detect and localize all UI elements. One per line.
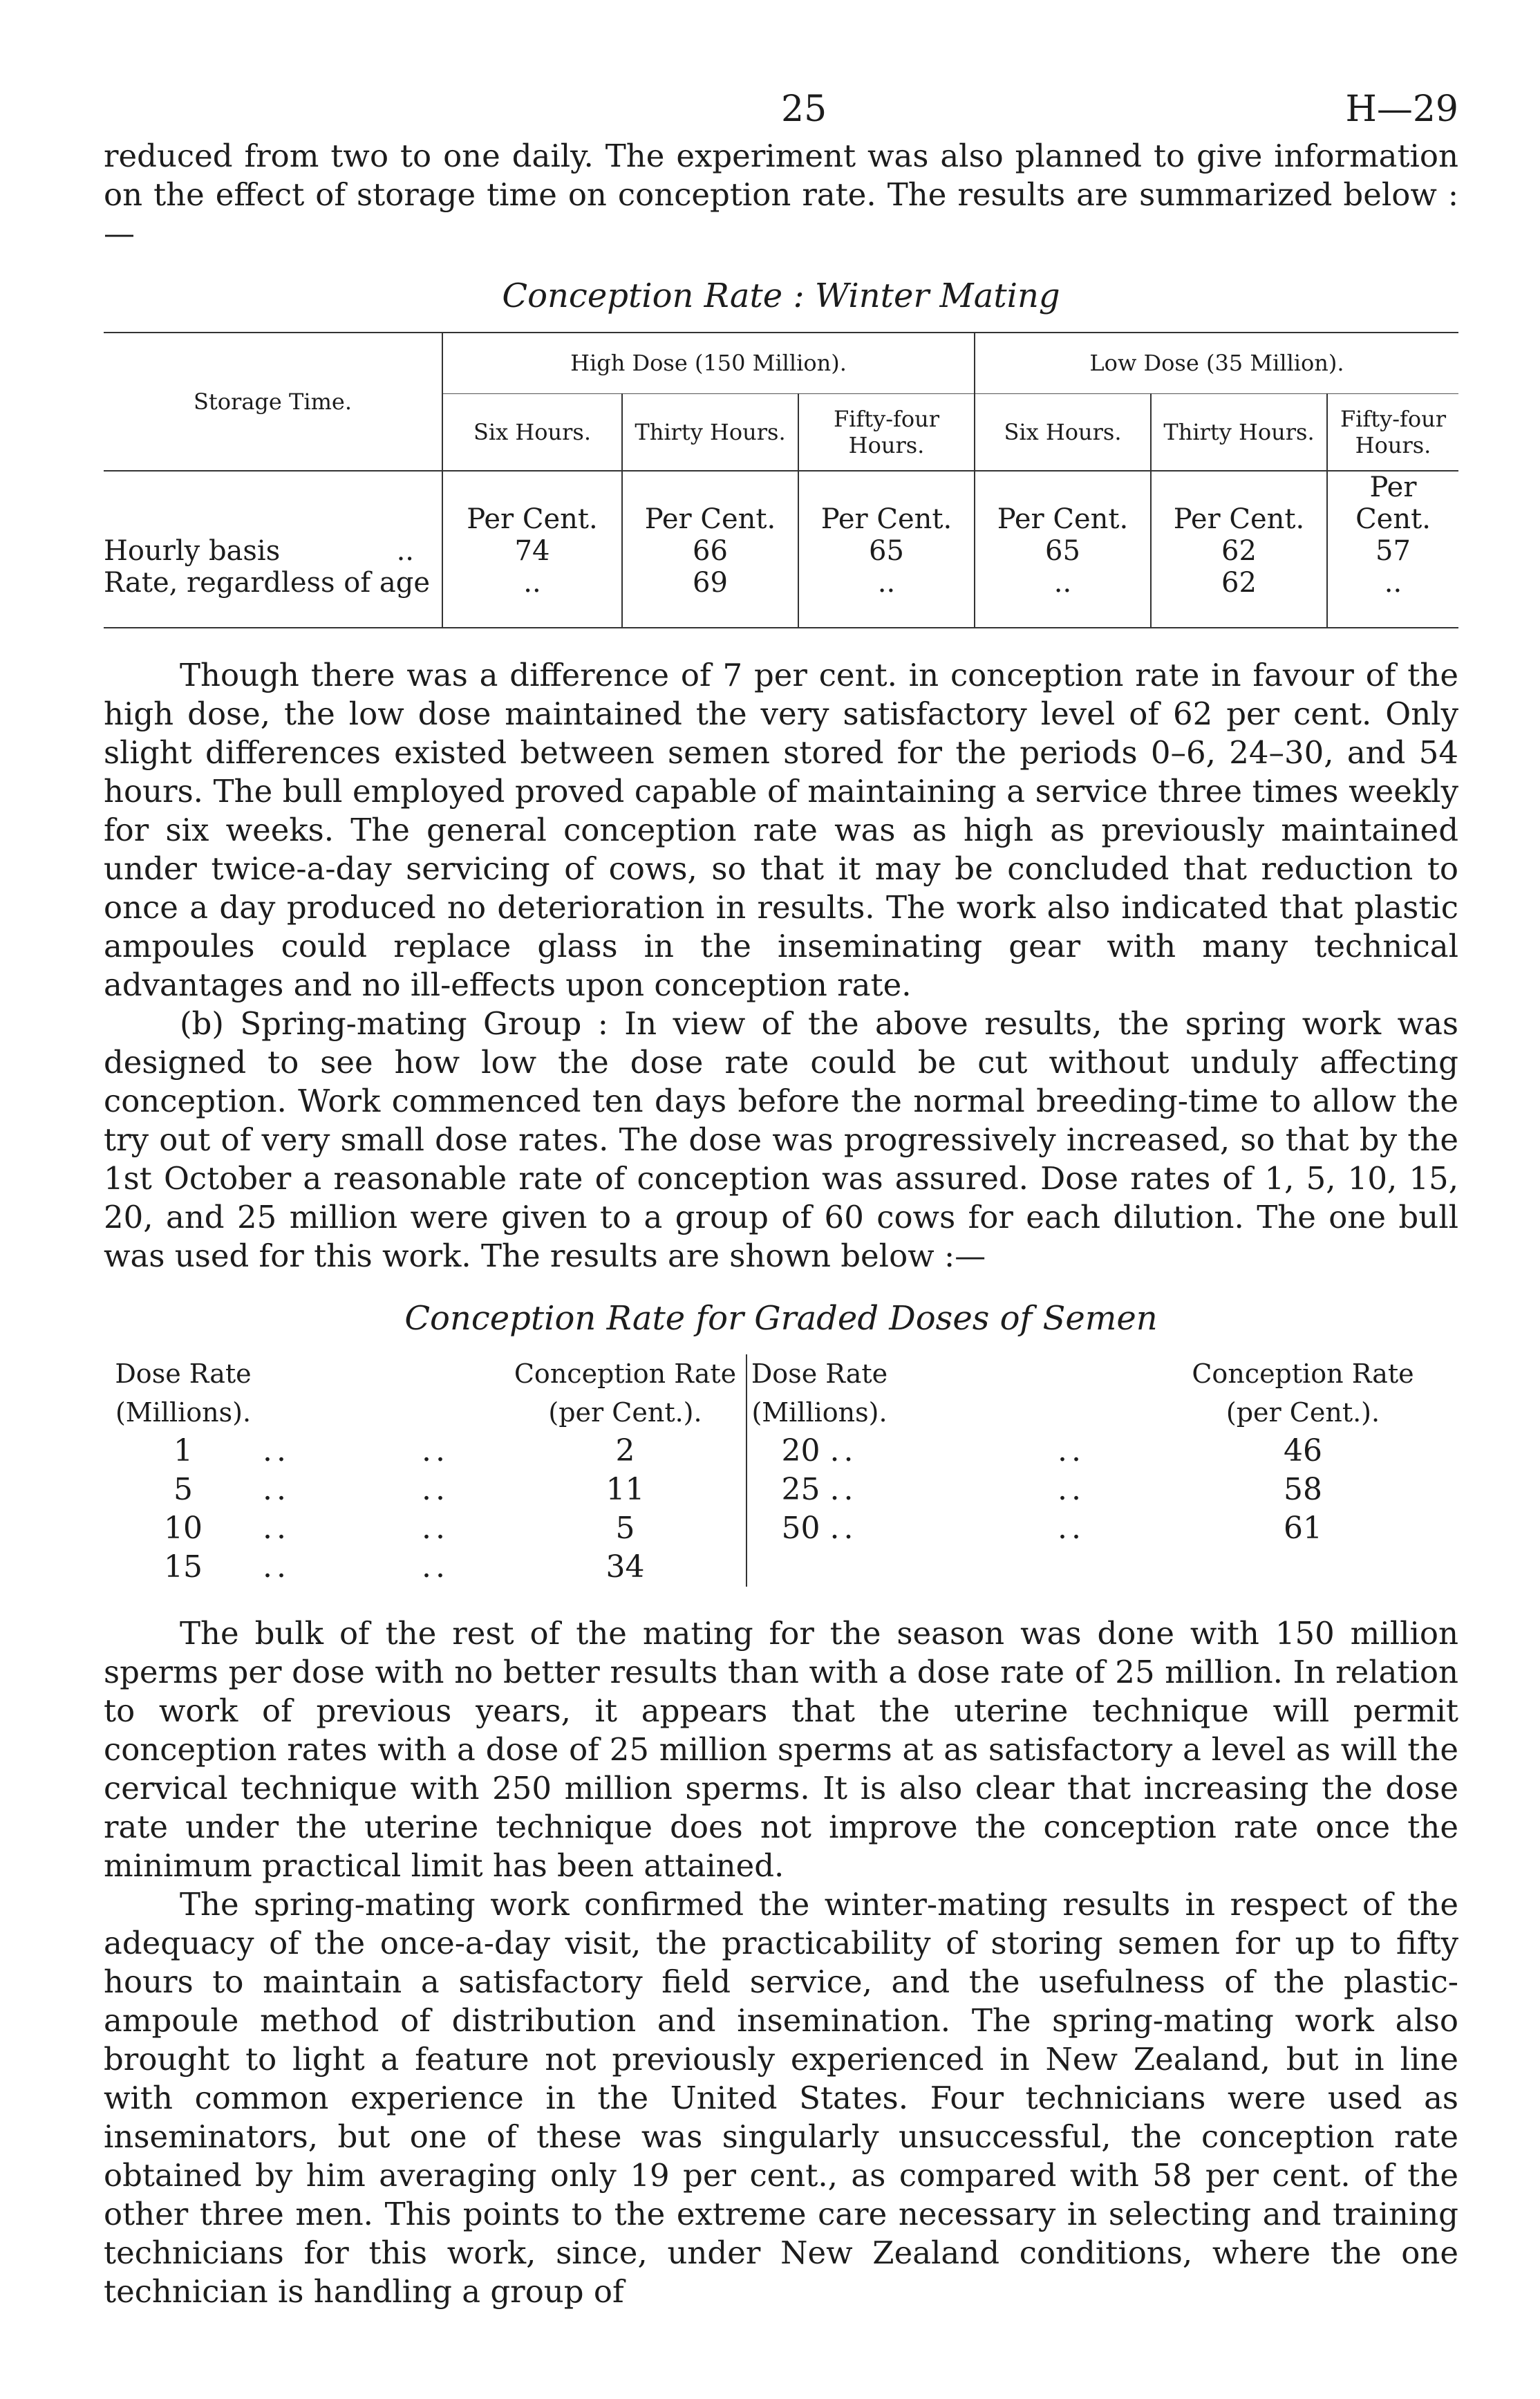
subheader: Six Hours. [975,393,1151,471]
unit-cell: Per Cent. [1151,471,1327,535]
winter-mating-table [104,332,1458,628]
dose-cell [746,1432,892,1471]
unit-cell: Per Cent. [975,471,1151,535]
table-cell: 65 [798,535,975,567]
dose-header: Dose Rate [746,1354,892,1393]
table-cell: 66 [622,535,798,567]
row-label [104,535,442,567]
dose-cell [746,1471,892,1509]
leader-dots: .. [422,1433,449,1468]
page-header [104,88,1458,137]
leader-dots: .. [829,1511,858,1546]
dose-header-units: (Millions). [115,1397,252,1428]
page-number: 25 [781,88,827,130]
paragraph-spring-confirmation: The spring-mating work confirmed the winter-mating results in respect of the adequacy of the once-a-day visit, the practicability of storing semen for up to fifty hours to maintain a satisfactory field service, and the usefulness of the plastic-ampoule method of distribution and insemination. The spring-mating work also brought to light a feature not previously experienced in New Zealand, but in line with common experience in the United States. Four technicians were used as inseminators, but one of these was singularly unsuccessful, the conception rate obtained by him averaging only 19 per cent., as compared with 58 per cent. of the other three men. This points to the extreme care necessary in selecting and training technicians for this work, since, under New Zealand conditions, where the one technician is handling a group of [104,1886,1458,2310]
table-cell: .. [798,567,975,628]
rate-cell: 11 [605,1472,645,1507]
table-row [104,1548,1458,1587]
document-reference: H—29 [1345,88,1458,130]
leader-dots: .. [1058,1511,1085,1546]
rate-cell: 46 [1284,1433,1322,1468]
subheader: Fifty-four Hours. [1327,393,1458,471]
table-row [104,1509,1458,1548]
dose-header: Dose Rate [115,1359,252,1389]
row-label-text: Hourly basis [104,535,281,567]
table-cell: 57 [1327,535,1458,567]
unit-cell: Per Cent. [622,471,798,535]
leader-dots: .. [422,1511,449,1546]
storage-time-label: Storage Time. [104,333,442,471]
table-cell: .. [975,567,1151,628]
table-cell: 74 [442,535,622,567]
leader-dots: .. [829,1472,858,1507]
table-cell: 69 [622,567,798,628]
page [104,88,1458,2311]
paragraph-results: Though there was a difference of 7 per cent. in conception rate in favour of the high dose, the low dose maintained the very satisfactory level of 62 per cent. Only slight differences existed between semen stored for the periods 0–6, 24–30, and 54 hours. The bull employed proved capable of maintaining a service three times weekly for six weeks. The general conception rate was as high as previously maintained under twice-a-day servicing of cows, so that it may be concluded that reduction to once a day produced no deterioration in results. The work also indicated that plastic ampoules could replace glass in the inseminating gear with many technical advantages and no ill-effects upon conception rate. [104,657,1458,1003]
rate-cell: 5 [615,1511,635,1546]
dose-value: 20 [781,1433,820,1468]
rate-cell: 2 [615,1433,635,1468]
dose-header-units: (Millions). [746,1393,892,1432]
unit-cell: Per Cent. [442,471,622,535]
unit-cell: Per Cent. [798,471,975,535]
paragraph-bulk-mating: The bulk of the rest of the mating for the season was done with 150 million sperms per dose with no better results than with a dose rate of 25 million. In relation to work of previous years, it appears that the uterine technique will permit conception rates with a dose of 25 million sperms at as satisfactory a level as will the cervical technique with 250 million sperms. It is also clear that increasing the dose rate under the uterine technique does not improve the conception rate once the minimum practical limit has been attained. [104,1615,1458,1884]
table-row [104,1432,1458,1471]
table2-caption: Conception Rate for Graded Doses of Semen [404,1299,1158,1338]
leader-dots: .. [263,1472,290,1507]
leader-dots: .. [1058,1433,1085,1468]
rate-header-units: (per Cent.). [548,1397,702,1428]
low-dose-header: Low Dose (35 Million). [975,333,1458,393]
table-cell: 65 [975,535,1151,567]
leader-dots: .. [263,1433,290,1468]
table-cell: .. [442,567,622,628]
subheader: Fifty-four Hours. [798,393,975,471]
table-cell: 62 [1151,535,1327,567]
subheader: Thirty Hours. [622,393,798,471]
subheader: Six Hours. [442,393,622,471]
leader-dots: .. [422,1549,449,1585]
dose-value: 25 [781,1472,820,1507]
table1-caption: Conception Rate : Winter Mating [502,277,1060,315]
unit-cell: Per Cent. [1327,471,1458,535]
leader-dots: .. [396,535,414,567]
leader-dots: .. [829,1433,858,1468]
leader-dots: .. [263,1511,290,1546]
rate-cell: 58 [1284,1472,1322,1507]
leader-dots: .. [263,1549,290,1585]
rate-cell: 34 [605,1549,645,1585]
dose-cell: 1 [173,1433,193,1468]
leader-dots: .. [422,1472,449,1507]
table-row [104,1471,1458,1509]
dose-cell: 10 [164,1511,203,1546]
row-label: Rate, regardless of age [104,567,442,628]
leader-dots: .. [1058,1472,1085,1507]
dose-cell: 15 [164,1549,203,1585]
high-dose-header: High Dose (150 Million). [442,333,975,393]
dose-cell [746,1509,892,1548]
subheader: Thirty Hours. [1151,393,1327,471]
table-cell: 62 [1151,567,1327,628]
graded-doses-table [104,1354,1458,1587]
table-cell: .. [1327,567,1458,628]
rate-header-units: (per Cent.). [1226,1397,1380,1428]
paragraph-intro: reduced from two to one daily. The experiment was also planned to give information on the effect of storage time on conception rate. The results are summarized below :— [104,138,1458,252]
dose-cell: 5 [173,1472,193,1507]
rate-header: Conception Rate [1192,1359,1414,1389]
rate-cell: 61 [1284,1511,1322,1546]
dose-value: 50 [781,1511,820,1546]
paragraph-spring-mating: (b) Spring-mating Group : In view of the above results, the spring work was designed to see how low the dose rate could be cut without unduly affecting conception. Work commenced ten days before the normal breeding-time to allow the try out of very small dose rates. The dose was progressively increased, so that by the 1st October a reasonable rate of conception was assured. Dose rates of 1, 5, 10, 15, 20, and 25 million were given to a group of 60 cows for each dilution. The one bull was used for this work. The results are shown below :— [104,1005,1458,1274]
rate-header: Conception Rate [514,1359,737,1389]
